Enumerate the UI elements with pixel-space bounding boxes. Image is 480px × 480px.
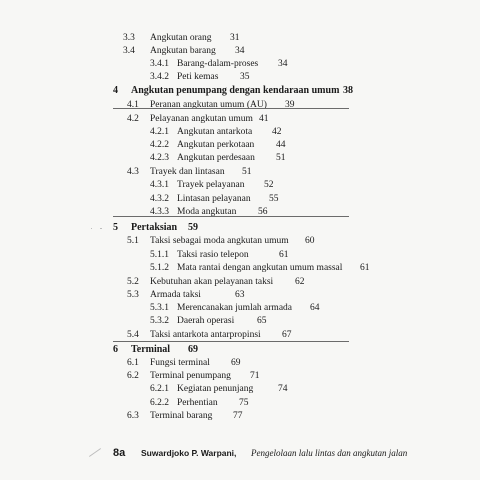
entry-page-number: 60 <box>305 236 315 246</box>
entry-number: 4.1 <box>127 100 139 110</box>
entry-title: Kebutuhan akan pelayanan taksi <box>150 277 274 287</box>
entry-page-number: 38 <box>343 85 353 96</box>
entry-number: 4.2 <box>127 114 139 124</box>
entry-number: 3.4.2 <box>150 72 169 82</box>
entry-title: Taksi antarkota antarpropinsi <box>150 330 261 340</box>
chapter-divider <box>113 341 349 342</box>
entry-title: Merencanakan jumlah armada <box>177 303 292 313</box>
entry-number: 5.3 <box>127 290 139 300</box>
scan-speck <box>100 228 102 229</box>
entry-page-number: 51 <box>242 167 252 177</box>
pencil-mark <box>89 448 101 457</box>
entry-number: 6.1 <box>127 358 139 368</box>
entry-title: Peranan angkutan umum (AU) <box>150 100 267 110</box>
footer-page-number: 8a <box>113 447 126 459</box>
entry-page-number: 61 <box>279 250 289 260</box>
entry-title: Taksi sebagai moda angkutan umum <box>150 236 289 246</box>
entry-page-number: 64 <box>310 303 320 313</box>
entry-page-number: 59 <box>188 222 198 233</box>
entry-number: 6.2.2 <box>150 398 169 408</box>
entry-number: 4.3.1 <box>150 180 169 190</box>
entry-page-number: 75 <box>239 398 249 408</box>
entry-page-number: 63 <box>235 290 245 300</box>
entry-number: 5.3.2 <box>150 316 169 326</box>
entry-page-number: 62 <box>295 277 305 287</box>
entry-page-number: 44 <box>276 140 286 150</box>
entry-number: 4.2.2 <box>150 140 169 150</box>
entry-page-number: 71 <box>250 371 260 381</box>
entry-number: 4 <box>113 85 118 96</box>
entry-number: 6.2.1 <box>150 384 169 394</box>
entry-title: Pelayanan angkutan umum <box>150 114 253 124</box>
entry-page-number: 55 <box>269 194 279 204</box>
entry-page-number: 41 <box>259 114 269 124</box>
entry-number: 3.4.1 <box>150 59 169 69</box>
chapter-divider <box>113 216 349 217</box>
entry-page-number: 39 <box>285 100 295 110</box>
entry-title: Moda angkutan <box>177 207 237 217</box>
entry-number: 5 <box>113 222 118 233</box>
entry-title: Trayek pelayanan <box>177 180 245 190</box>
entry-title: Angkutan penumpang dengan kendaraan umum <box>131 85 340 96</box>
entry-page-number: 67 <box>282 330 292 340</box>
entry-title: Terminal barang <box>150 411 213 421</box>
entry-title: Peti kemas <box>177 72 219 82</box>
entry-title: Barang-dalam-proses <box>177 59 259 69</box>
entry-number: 5.4 <box>127 330 139 340</box>
entry-title: Armada taksi <box>150 290 201 300</box>
entry-title: Terminal <box>131 344 171 355</box>
entry-title: Perhentian <box>177 398 218 408</box>
entry-title: Pertaksian <box>131 222 178 233</box>
entry-title: Fungsi terminal <box>150 358 210 368</box>
entry-title: Angkutan orang <box>150 33 212 43</box>
footer-book-title: Pengelolaan lalu lintas dan angkutan jalan <box>251 448 408 458</box>
entry-number: 5.1 <box>127 236 139 246</box>
scan-speck <box>91 228 92 229</box>
entry-number: 6.3 <box>127 411 139 421</box>
entry-page-number: 51 <box>276 153 286 163</box>
entry-number: 4.2.1 <box>150 127 169 137</box>
entry-page-number: 56 <box>258 207 268 217</box>
entry-number: 6 <box>113 344 118 355</box>
entry-page-number: 69 <box>188 344 198 355</box>
entry-number: 4.3.3 <box>150 207 169 217</box>
entry-number: 6.2 <box>127 371 139 381</box>
entry-number: 5.1.2 <box>150 263 169 273</box>
entry-page-number: 31 <box>230 33 240 43</box>
entry-number: 3.4 <box>123 46 135 56</box>
entry-title: Daerah operasi <box>177 316 235 326</box>
entry-title: Angkutan perdesaan <box>177 153 255 163</box>
entry-page-number: 74 <box>278 384 288 394</box>
footer-author: Suwardjoko P. Warpani, <box>141 448 237 458</box>
entry-page-number: 69 <box>231 358 241 368</box>
entry-title: Mata rantai dengan angkutan umum massal <box>177 263 343 273</box>
entry-title: Taksi rasio telepon <box>177 250 249 260</box>
entry-number: 5.2 <box>127 277 139 287</box>
entry-title: Terminal penumpang <box>150 371 231 381</box>
entry-title: Trayek dan lintasan <box>150 167 225 177</box>
chapter-divider <box>113 108 349 109</box>
entry-page-number: 52 <box>264 180 274 190</box>
entry-page-number: 42 <box>272 127 282 137</box>
entry-title: Angkutan perkotaan <box>177 140 255 150</box>
entry-page-number: 34 <box>235 46 245 56</box>
entry-title: Kegiatan penunjang <box>177 384 254 394</box>
entry-number: 4.3.2 <box>150 194 169 204</box>
entry-number: 4.2.3 <box>150 153 169 163</box>
entry-title: Angkutan antarkota <box>177 127 253 137</box>
entry-number: 3.3 <box>123 33 135 43</box>
entry-page-number: 65 <box>257 316 267 326</box>
entry-page-number: 35 <box>240 72 250 82</box>
entry-page-number: 61 <box>360 263 370 273</box>
entry-page-number: 77 <box>233 411 243 421</box>
entry-title: Lintasan pelayanan <box>177 194 251 204</box>
entry-number: 4.3 <box>127 167 139 177</box>
entry-title: Angkutan barang <box>150 46 216 56</box>
entry-page-number: 34 <box>278 59 288 69</box>
entry-number: 5.1.1 <box>150 250 169 260</box>
entry-number: 5.3.1 <box>150 303 169 313</box>
